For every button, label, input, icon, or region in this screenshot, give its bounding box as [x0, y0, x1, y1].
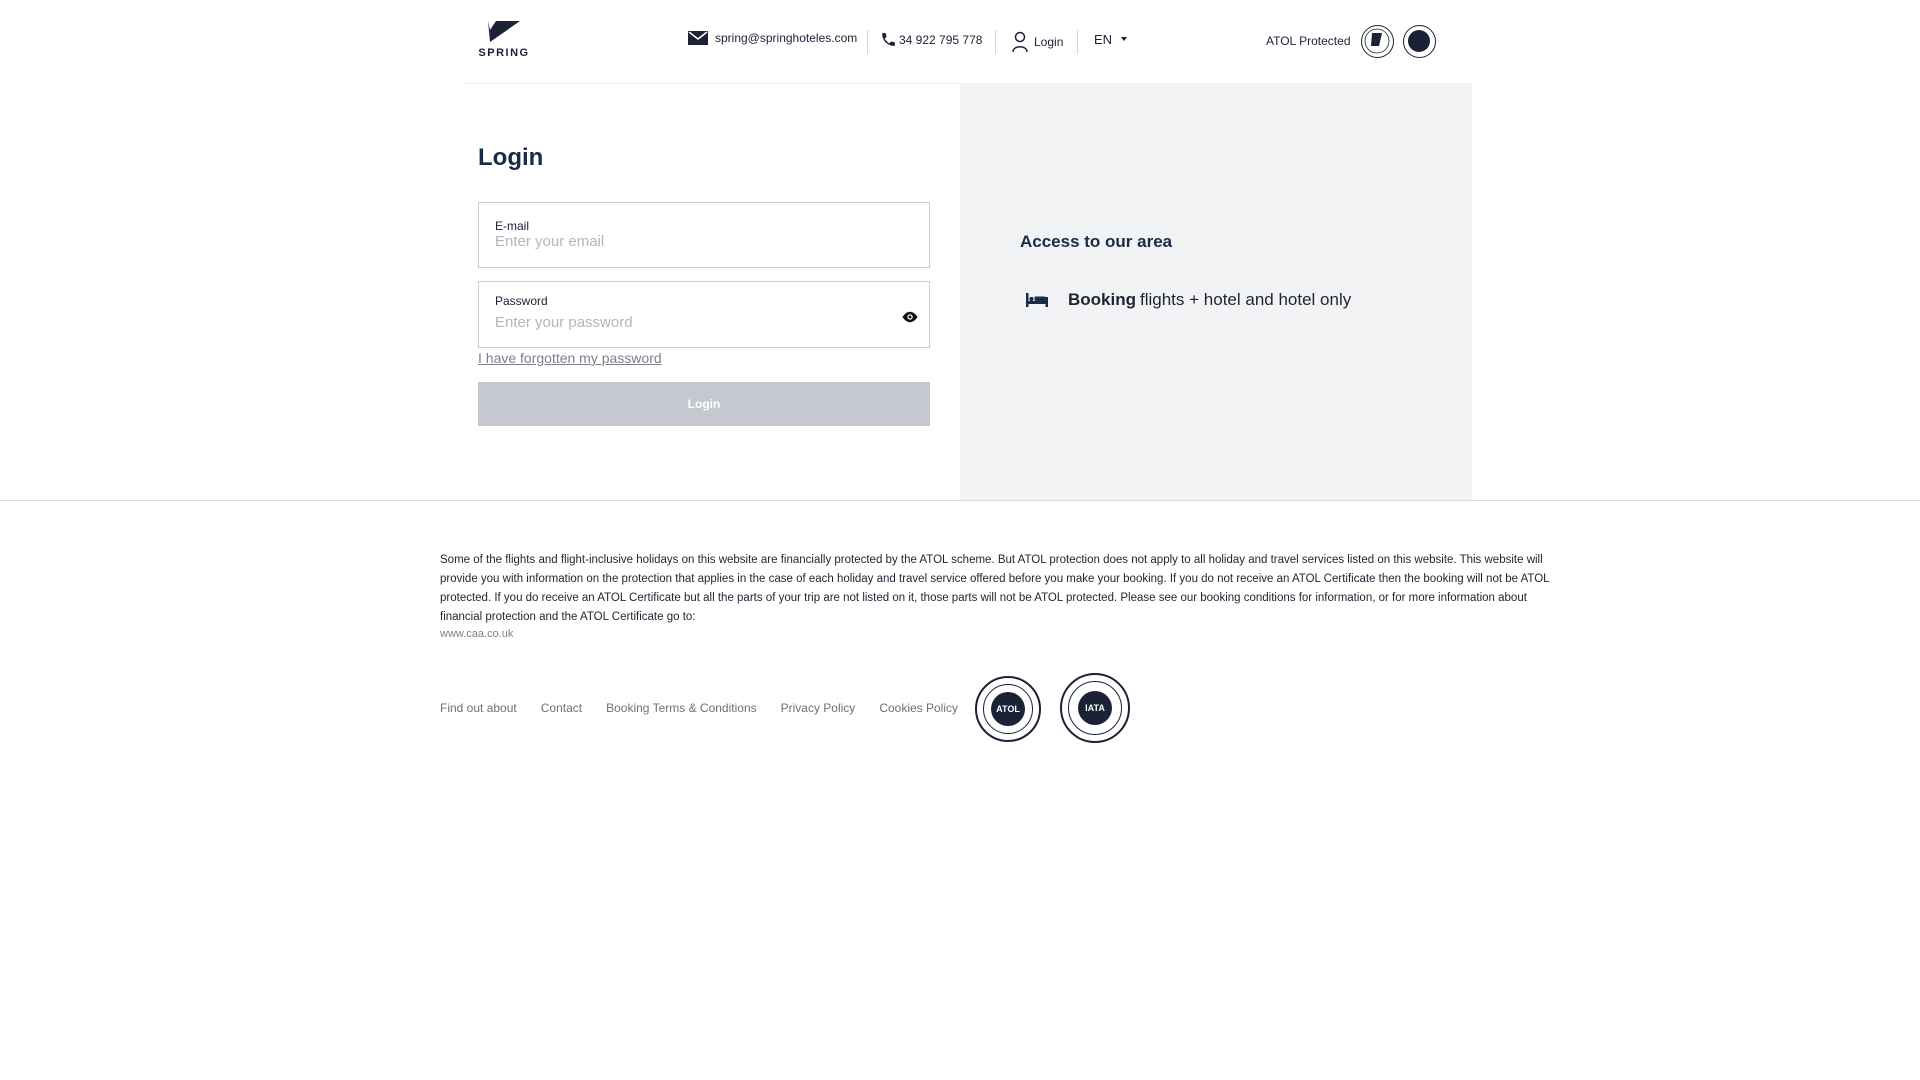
section-divider — [0, 500, 1920, 501]
footer-links — [440, 701, 982, 715]
language-selector[interactable] — [1094, 32, 1127, 47]
phone-icon — [880, 31, 897, 48]
booking-text: flights + hotel and hotel only — [1140, 290, 1352, 309]
spring-logo[interactable] — [478, 18, 534, 66]
iata-badge-icon — [1403, 25, 1436, 58]
atol-protected-text: ATOL Protected — [1266, 34, 1351, 48]
access-title: Access to our area — [1020, 232, 1173, 251]
iata-accredited-badge-icon — [1060, 673, 1130, 743]
user-icon — [1012, 31, 1028, 53]
language-label: EN — [1094, 32, 1113, 47]
password-input[interactable] — [495, 314, 875, 331]
email-label: E-mail — [495, 219, 530, 233]
caa-link[interactable]: www.caa.co.uk — [440, 628, 514, 640]
iata-badge-label: IATA — [1078, 691, 1112, 725]
header-phone[interactable] — [880, 31, 982, 48]
atol-protected-badge-icon — [975, 676, 1041, 742]
password-label: Password — [495, 294, 548, 308]
footer-link-cookies[interactable]: Cookies Policy — [879, 701, 959, 715]
booking-bold: Booking — [1068, 290, 1136, 309]
email-field[interactable] — [478, 202, 930, 268]
header-email[interactable] — [688, 31, 857, 45]
site-header — [466, 0, 1472, 84]
login-link[interactable]: Login — [1034, 35, 1064, 49]
forgot-password-link[interactable]: I have forgotten my password — [478, 350, 662, 366]
logo-word: SPRING — [478, 47, 530, 59]
access-panel — [960, 84, 1472, 500]
page-title: Login — [478, 144, 544, 171]
phone-link[interactable]: 34 922 795 778 — [899, 32, 983, 47]
logo-mark-icon — [478, 18, 530, 46]
mail-icon — [688, 31, 708, 45]
login-panel — [466, 84, 960, 500]
booking-feature — [1026, 290, 1351, 310]
header-login[interactable] — [1012, 31, 1063, 53]
footer-link-terms[interactable]: Booking Terms & Conditions — [606, 701, 757, 715]
atol-badge-label: ATOL — [991, 692, 1025, 726]
footer-link-find-out[interactable]: Find out about — [440, 701, 517, 715]
atol-badge-icon — [1361, 25, 1394, 58]
eye-icon[interactable] — [901, 310, 919, 324]
footer-link-privacy[interactable]: Privacy Policy — [780, 701, 856, 715]
email-input[interactable] — [495, 233, 875, 250]
footer-link-contact[interactable]: Contact — [540, 701, 583, 715]
header-separator — [867, 30, 868, 54]
login-button[interactable]: Login — [478, 382, 930, 426]
atol-disclaimer: Some of the flights and flight-inclusive holidays on this website are financially protected by the ATOL scheme. But ATOL protection does not apply to all holiday and travel services listed on this website. This website will provide you with information on the protection that applies in the case of each holiday and travel service offered before you make your booking. If you do not receive an ATOL Certificate then the booking will not be ATOL protected. If you do receive an ATOL Certificate but all the parts of your trip are not listed on it, those parts will not be ATOL protected. Please see our booking conditions for information, or for more information about financial protection and the ATOL Certificate go to: — [440, 554, 1550, 623]
header-separator — [995, 30, 996, 54]
header-separator — [1077, 30, 1078, 54]
bed-icon — [1026, 293, 1048, 307]
chevron-down-icon — [1121, 37, 1127, 41]
email-link[interactable]: spring@springhoteles.com — [715, 31, 858, 45]
password-field[interactable] — [478, 281, 930, 348]
